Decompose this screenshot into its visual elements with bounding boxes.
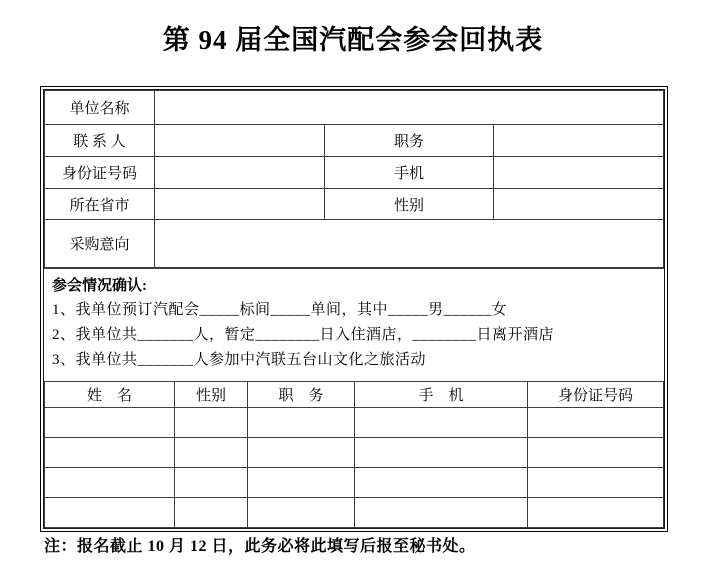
table-row bbox=[45, 189, 664, 220]
table-row bbox=[45, 220, 664, 268]
attendee-id-cell[interactable] bbox=[528, 408, 664, 438]
id-number-label: 身份证号码 bbox=[45, 157, 155, 189]
table-row bbox=[45, 91, 664, 125]
position-label: 职务 bbox=[324, 125, 494, 157]
contact-label: 联 系 人 bbox=[45, 125, 155, 157]
confirmation-line-2: 2、我单位共_______人，暂定________日入住酒店，________日离开酒店 bbox=[52, 327, 555, 343]
contact-field[interactable] bbox=[155, 125, 325, 157]
attendee-gender-header: 性别 bbox=[175, 382, 248, 408]
attendees-table bbox=[44, 381, 664, 528]
attendee-id-cell[interactable] bbox=[528, 438, 664, 468]
attendee-name-cell[interactable] bbox=[45, 498, 175, 528]
attendee-position-cell[interactable] bbox=[248, 468, 355, 498]
attendee-id-cell[interactable] bbox=[528, 498, 664, 528]
attendee-name-cell[interactable] bbox=[45, 438, 175, 468]
confirmation-line-1: 1、我单位预订汽配会_____标间_____单间，其中_____男______女 bbox=[52, 302, 508, 318]
attendee-position-header: 职 务 bbox=[248, 382, 355, 408]
attendee-mobile-cell[interactable] bbox=[355, 438, 528, 468]
attendee-name-cell[interactable] bbox=[45, 408, 175, 438]
purchase-intent-field[interactable] bbox=[155, 220, 664, 268]
confirmation-heading: 参会情况确认: bbox=[52, 278, 147, 294]
form-body bbox=[43, 89, 665, 529]
table-row bbox=[45, 498, 664, 528]
attendee-gender-cell[interactable] bbox=[175, 498, 248, 528]
id-number-field[interactable] bbox=[155, 157, 325, 189]
attendee-position-cell[interactable] bbox=[248, 498, 355, 528]
position-field[interactable] bbox=[494, 125, 664, 157]
mobile-label: 手机 bbox=[324, 157, 494, 189]
mobile-field[interactable] bbox=[494, 157, 664, 189]
unit-name-field[interactable] bbox=[155, 91, 664, 125]
attendee-gender-cell[interactable] bbox=[175, 408, 248, 438]
info-table bbox=[44, 90, 664, 268]
table-row bbox=[45, 468, 664, 498]
footer-note: 注：报名截止 10 月 12 日，此务必将此填写后报至秘书处。 bbox=[44, 538, 476, 555]
attendees-header-row bbox=[45, 382, 664, 408]
form-title: 第 94 届全国汽配会参会回执表 bbox=[162, 25, 544, 55]
confirmation-line-3: 3、我单位共_______人参加中汽联五台山文化之旅活动 bbox=[52, 352, 427, 368]
attendee-name-cell[interactable] bbox=[45, 468, 175, 498]
attendee-position-cell[interactable] bbox=[248, 408, 355, 438]
province-label: 所在省市 bbox=[45, 189, 155, 220]
table-row bbox=[45, 408, 664, 438]
attendee-mobile-cell[interactable] bbox=[355, 498, 528, 528]
gender-field[interactable] bbox=[494, 189, 664, 220]
unit-name-label: 单位名称 bbox=[45, 91, 155, 125]
form-outer-border bbox=[40, 86, 668, 532]
attendee-id-cell[interactable] bbox=[528, 468, 664, 498]
gender-label: 性别 bbox=[324, 189, 494, 220]
attendee-gender-cell[interactable] bbox=[175, 468, 248, 498]
attendee-id-header: 身份证号码 bbox=[528, 382, 664, 408]
attendee-position-cell[interactable] bbox=[248, 438, 355, 468]
attendee-mobile-cell[interactable] bbox=[355, 468, 528, 498]
attendee-name-header: 姓 名 bbox=[45, 382, 175, 408]
confirmation-section bbox=[44, 268, 664, 381]
table-row bbox=[45, 157, 664, 189]
purchase-intent-label: 采购意向 bbox=[45, 220, 155, 268]
table-row bbox=[45, 125, 664, 157]
province-field[interactable] bbox=[155, 189, 325, 220]
attendee-mobile-header: 手 机 bbox=[355, 382, 528, 408]
attendee-gender-cell[interactable] bbox=[175, 438, 248, 468]
attendee-mobile-cell[interactable] bbox=[355, 408, 528, 438]
table-row bbox=[45, 438, 664, 468]
